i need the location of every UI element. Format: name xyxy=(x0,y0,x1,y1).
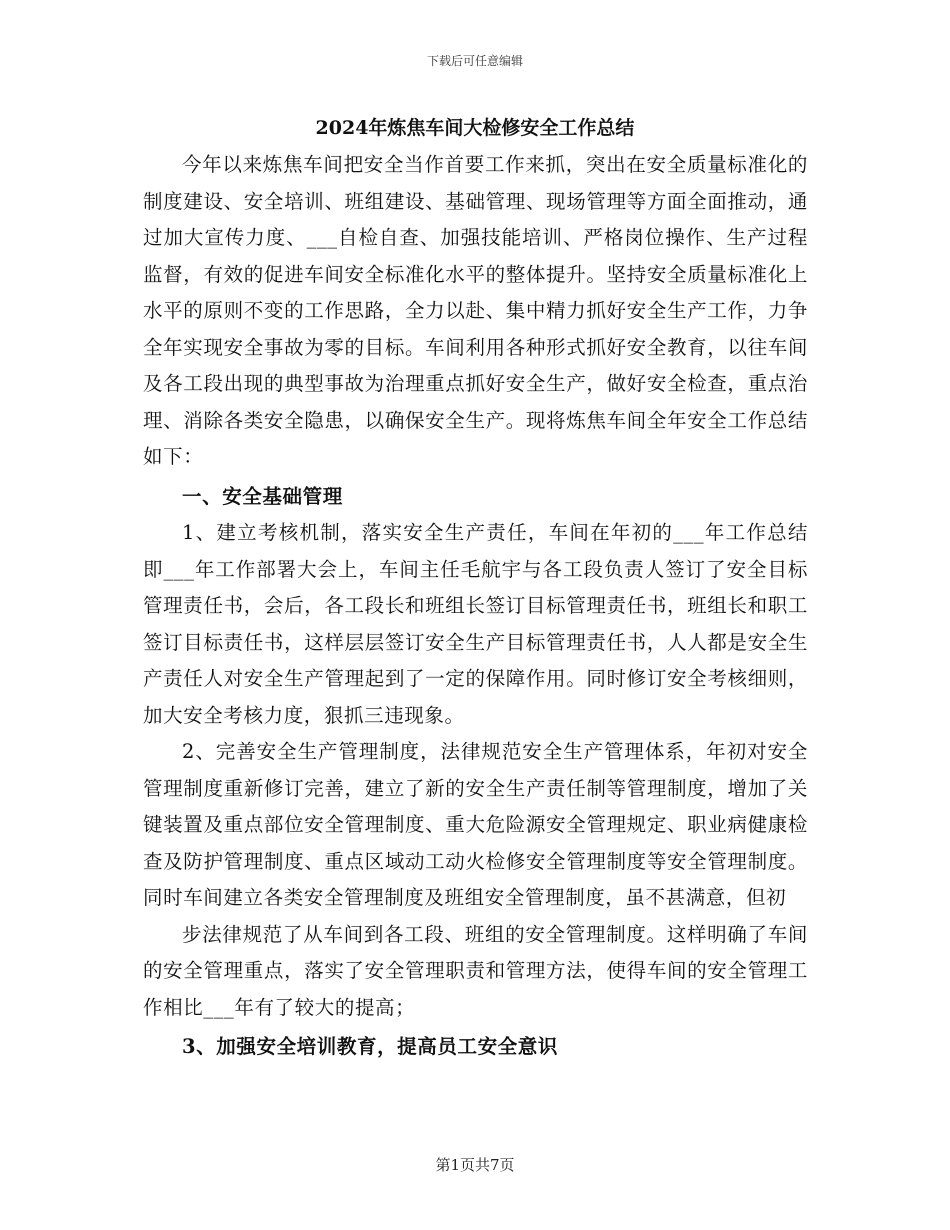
document-body xyxy=(143,146,808,1066)
section-heading-safety-basics: 一、安全基础管理 xyxy=(182,484,343,508)
paragraph-assessment-mechanism: 1、建立考核机制，落实安全生产责任，车间在年初的___年工作总结即___年工作部署大会上，车间主任毛航宇与各工段负责人签订了安全目标管理责任书，会后，各工段长和班组长签订目标管理责任书，班组长和职工签订目标责任书，这样层层签订安全生产目标管理责任书，人人都是安全生产责任人对安全生产管理起到了一定的保障作用。同时修订安全考核细则，加大安全考核力度，狠抓三违现象。 xyxy=(143,521,808,727)
page-header-note: 下载后可任意编辑 xyxy=(426,54,523,68)
paragraph-management-continued: 步法律规范了从车间到各工段、班组的安全管理制度。这样明确了车间的安全管理重点，落实了安全管理职责和管理方法，使得车间的安全管理工作相比___年有了较大的提高； xyxy=(143,922,808,1019)
paragraph-management-system: 2、完善安全生产管理制度，法律规范安全生产管理体系，年初对安全管理制度重新修订完善，建立了新的安全生产责任制等管理制度，增加了关键装置及重点部位安全管理制度、重大危险源安全管理规定、职业病健康检查及防护管理制度、重点区域动工动火检修安全管理制度等安全管理制度。同时车间建立各类安全管理制度及班组安全管理制度，虽不甚满意，但初 xyxy=(143,740,808,909)
page-number: 第1页共7页 xyxy=(435,1156,515,1174)
intro-paragraph: 今年以来炼焦车间把安全当作首要工作来抓，突出在安全质量标准化的制度建设、安全培训、班组建设、基础管理、现场管理等方面全面推动，通过加大宣传力度、___自检自查、加强技能培训、严格岗位操作、生产过程监督，有效的促进车间安全标准化水平的整体提升。坚持安全质量标准化上水平的原则不变的工作思路，全力以赴、集中精力抓好安全生产工作，力争全年实现安全事故为零的目标。车间利用各种形式抓好安全教育，以往车间及各工段出现的典型事故为治理重点抓好安全生产，做好安全检查，重点治理、消除各类安全隐患，以确保安全生产。现将炼焦车间全年安全工作总结如下： xyxy=(143,153,808,468)
section-heading-training: 3、加强安全培训教育，提高员工安全意识 xyxy=(182,1035,558,1058)
document-title: 2024年炼焦车间大检修安全工作总结 xyxy=(315,117,635,139)
